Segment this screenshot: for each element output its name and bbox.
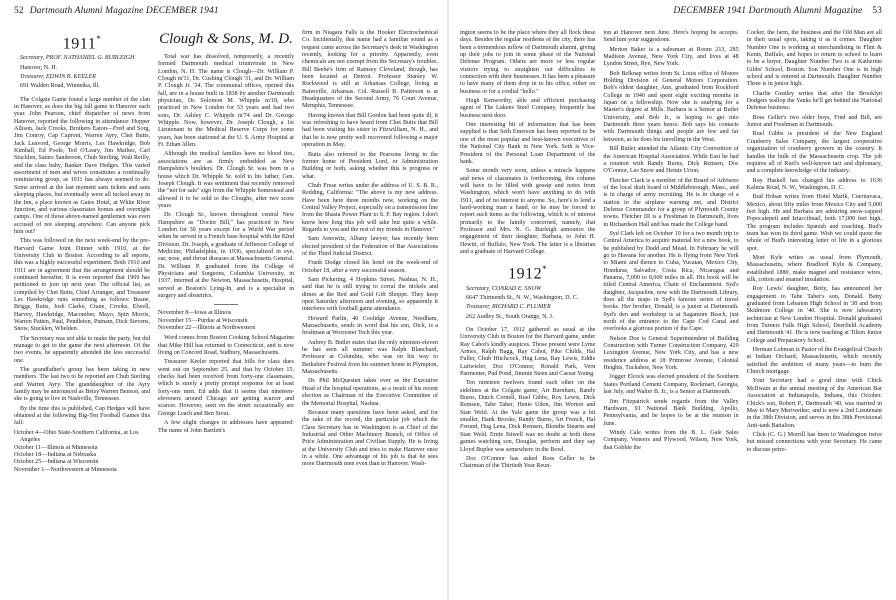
section-divider: [214, 304, 238, 305]
schedule-item: November 1—Northwestern at Minnesota: [14, 466, 117, 473]
paragraph: ion at Hanover next June. Here's hoping he accepts. Send him your suggestions.: [603, 30, 739, 44]
paragraph: Jogger Elcock was elected president of the Southern States Portland Cement Company, Rockmart, Georgia, last July, and Walter B. Jr., is a Senior at Dartmouth.: [603, 374, 739, 396]
paragraph: ington seems to be the place where they all flock these days. Besides the regular residents of the city, there has been a tremendous inflow of Dartmouth alumni, giving up their jobs to join in some phase of the National Defense Program. Others are more or less regular visitors trying to straighten out difficulties in connection with their businesses. It has been a pleasure to have many of them drop in to his office, either on business or for a cordial "hello.": [460, 30, 596, 95]
treasurer-address: 262 Audley St., South Orange, N. J.: [466, 313, 554, 320]
paragraph: Ten nineteen twelvers found each other on the sidelines at the Colgate game, Art Burnham, Randy Burns, Dutch Cornell, Ruel Gibbs, Roy Lewis, Dick Remsen, Tabe Taber, Henie Udon, Jim Worton and Stan Weld. At the Yale game the group was a bit smaller, Hank Brooks, Randy Burns, Art French, Hal Freund, Hug Lena, Dick Remsen, Blondie Stearns and Stan Weld. Ernie Sitwell was no doubt at both these games watching son, Douglas, perform and they say Lloyd Buplee was somewhere in the Bowl.: [460, 380, 596, 453]
article-heading-clough: Clough & Sons, M. D.: [159, 31, 293, 47]
paragraph: Doc O'Connor has asked Boss Geller to be Chairman of the Thirtieth Year Reun-: [460, 455, 596, 470]
schedule-item: October 4—Ohio State-Southern California, at Los Angeles: [14, 429, 139, 444]
schedule-item: November 15—Purdue at Wisconsin: [158, 317, 248, 324]
paragraph: Ruel Gibbs is president of the New England Cranberry Sales Company, the largest cooperative organization of cranberry growers in the country. It handles the bulk of the Massachusetts crop. The job requires all of Ruel's well-known tact and diplomacy, and a complete knowledge of the industry.: [746, 131, 882, 175]
paragraph: Nelson Doe is General Superintendent of Building Construction with Turner Construction Company, 420 Lexington Avenue, New York City, and has a new residence address at 18 Primrose Avenue, Colonial Heights, Tuckahoe, New York.: [603, 335, 739, 372]
left-column-3: [302, 30, 438, 477]
running-head-title-left: Dartmouth Alumni Magazine DECEMBER 1941: [29, 6, 219, 16]
paragraph: Boss Geller's two older boys, Fred and Bill, are Junior and Freshman in Dartmouth.: [746, 114, 882, 129]
paragraph: Treasurer Keeler reported that bills for class dues went out on September 25, and that by October 15, checks had been received from forty-one classmates, which is surely a pretty prompt response for at least forty-one men. Ed adds that it seems that nineteen-eleveners around Chicago are getting scarcer and scarcer. However, seen on the street occasionally are George Leach and Ben Stout.: [158, 359, 294, 417]
right-column-3: [747, 30, 882, 473]
paragraph: Although the medical families have no blood ties, associations are as firmly embedded as New Hampshire's boulders. Dr. Clough Sr. was born in a house which Dr. Whipple Sr. sold to his father, Gen. Joseph Clough. It was sentiment that recently removed the "not for sale" sign from the Whipple homestead and allowed it to be sold to the Cloughs, after two score years.: [158, 151, 294, 209]
treasurer-address: 691 Walden Road, Winnetka, Ill.: [20, 83, 100, 90]
paragraph: Having known that Bill Gordon had been quite ill, it was refreshing to have heard from Chet Butts that Bill had been visiting his sister in Fitzwilliam, N. H., and that he is now pretty well recovered following a major operation in May.: [302, 112, 438, 149]
schedule-item: November 22—Illinois at Northwestern: [158, 325, 256, 332]
paragraph: Herman Lohman is Pastor of the Evangelical Church at Indian Orchard, Massachusetts, which recently satisfied the ambition of many years—to burn the Church mortgage.: [746, 347, 882, 376]
paragraph: Jim Fitzpatrick sends regards from the Valley Hardware, 91 National Bank Building, Apollo, Pennsylvania, and he hopes to be at the reunion in June.: [603, 398, 739, 427]
secretary-address: Hanover, N. H.: [20, 64, 58, 71]
paragraph: By the time this is published, Cap Hedges will have obtained at the following Big-Ten Football Games this fall:: [14, 405, 150, 427]
left-column-1: [14, 30, 150, 477]
paragraph: Syd Clark left on October 19 for a two month trip to Central America to acquire material for a new book, to be published by Dodd and Mead. In February he will go to Havana for another. He is flying from New York to Miami and thence to Cuba, Yucatan, Mexico City, Honduras, Salvador, Costa Rica, Nicaragua and Panama, 7,000 to 8,000 miles in all. His book will be titled Central America, Chain of Enchantment. Syd's daughter, Jacqueline, now with the Dartmouth Library, does all the maps in Syd's famous series of travel books. Her brother, Donald, is a junior at Dartmouth. Syd's den and workshop is at Sagamore Beach, just north of the entrance to the Cape Cod Canal and overlooks a glorious portion of the Cape.: [603, 230, 739, 333]
paragraph: Your Secretary had a good time with Chick McIlwain at the annual meeting of the American Bar Association at Indianapolis, Indiana, this October. Chick's son, Robert P., Dartmouth '40, was married in May to Mary Meriwether, and is now a 2nd Lieutenant in the 38th Division, and serves in the 38th Provisional Anti-tank Battalion.: [746, 378, 882, 429]
treasurer-line: Treasurer, RICHARD C. PLUMER: [466, 304, 551, 311]
paragraph: Sam Pickering, 4 Hopkins Street, Nashua, N. H., said that he is still trying to corral the nickels and dimes at the Red and Gold Gift Shoppe. They keep open Saturday afternoon and evening, so apparently it interferes with football game attendance.: [302, 277, 438, 313]
left-column-2: [158, 30, 294, 477]
football-schedule: [14, 430, 150, 474]
right-columns: [460, 30, 882, 473]
paragraph: Click (C. G.) Morrill has been to Washington twice but missed connections with your Secretary. He came to discuss petro-: [746, 431, 882, 453]
paragraph: A few slight changes in addresses have appeared: The name of John Bartlett's: [158, 420, 294, 434]
paragraph: Dr. Phil McQuesten takes over as the Executive Head of the hospital operations, as a result of his recent election as Chairman of the Executive Committee of the Memorial Hospital, Nashua.: [302, 378, 438, 407]
paragraph: The Colgate Game found a large number of the clan in Hanover, as does the big fall game in Hanover each year. John Pearson, chief dispatcher of news from Hanover, reported the following in attendance: Hopper Allison, Jack Crooks, Brothers Eaton—Fred and Sorg, Jim Conroy, Cap Caproni, Warren Ayry, Chet Butts, Jack Leavord, George Morris, Les Hawkridge, Bob Kimball, Ed Poole, Ted O'Leary, Jim Mathes, Carl Stucklen, Saturs Sanderson, Chub Sterling, Walt Reilly, and the class baby, Banker Dave Hedges. This varied assortment of men and wives constitutes a continually reminiscing group, as 1911 has always seemed to do. Some arrived at the last moment sans tickets and sans sleeping places, but eventually were all tucked away in the Inn, a place known as Gates Hotel, at White River Junction, and various classmates homes and overnight camps. One of those above-named gentlemen was even accused of not sleeping anywhere. Can anyone pick him out?: [14, 96, 150, 235]
right-column-1: [460, 30, 595, 473]
right-column-2: [603, 30, 738, 473]
paragraph: Aubrey B. Butler states that the only nineteen-eleven he has seen all summer was Ralph Blanchard, Professor at Columbia, who was on his way to Berkshire Festival from his summer home in Plympton, Massachusetts.: [302, 339, 438, 376]
paragraph: Bill Butler attended the Atlantic City Convention of the American Hospital Association. While East he had a reunion with Randy Burns, Dick Remsen, Doc O'Connor, Les Snow and Heinie Urion.: [603, 146, 739, 175]
class-heading-1911: 1911*: [62, 34, 102, 53]
right-page: [448, 0, 896, 600]
paragraph: Roy Lewis' daughter, Betty, has announced her engagement to Tabe Taber's son, Donald. Betty graduated from Lebanon High School in '38 and from Skidmore College in '40. She is now laboratory technician at New London Hospital. Donald graduated from Turners Falls High School, Deerfield Academy and Dartmouth '41. He is now teaching at Tilton Junior College and Preparatory School.: [746, 286, 882, 344]
schedule-item: November 8—Iowa at Illinois: [158, 310, 232, 317]
running-head-left: [14, 6, 438, 20]
paragraph: One interesting bit of information that has been supplied is that Seth Emerson has been reported to be one of the most popular and best-known executives of the National City Bank in New York. Seth is Vice-President of the Personal Loan Department of the bank.: [460, 122, 596, 165]
paragraph: Word comes from Boston Cooking School Magazine that Mike Hill has returned to Connecticut, and is now living on Concord Road, Sudbury, Massachusetts.: [158, 335, 294, 357]
paragraph: Fletcher Clark is a member of the Board of Advisors of the local draft board of Middleborough, Mass., and is in charge of army recruiting. He is in charge of a station in the airplane warning net, and District Defense Commander for a group of Plymouth County towns. Fletcher III is a Freshman in Dartmouth, lives in Richardson Hall and has made the College band.: [603, 177, 739, 228]
paragraph: Cocker, the farm, the business and the Old Man are all in their usual spots, taking it as it comes. Daughter Number One is working at merchandising in Flint & Kents, Buffalo, and hopes to return to school to learn to be a buyer. Daughter Number Two is at Katherine Gibbs' School, Boston. Son Number One is in high school and is entered at Dartmouth. Daughter Number Three is in junior high.: [746, 30, 882, 88]
paragraph: Hugh Kenworthy, able and efficient purchasing agent of The Lukens Steel Company, frequently has business next door.: [460, 98, 596, 119]
paragraph: Howard Parlin, 40 Coolidge Avenue, Needham, Massachusetts, sends in word that his son, Dick, is a freshman at Worcester Tech this year.: [302, 315, 438, 337]
treasurer-line: Treasurer, EDWIN R. KEELER: [20, 74, 96, 81]
paragraph: Frank Dodge closed his hotel on the week-end of October 18, after a very successful season.: [302, 260, 438, 274]
page-number-right: 53: [872, 6, 882, 16]
paragraph: Bud Hoban writes from Hotel Marik, Cuernavaca, Mexico, about fifty miles from Mexico City and 5,000 feet high. He and Barbara are admiring snow-capped Popocatepetl and Iztaccihuatl, both 17,000 feet high. The program includes Spanish and coaching. Bud's team has won its third game. Wish we could quote the whole of Bud's interesting letter of life in a glorious spot.: [746, 194, 882, 252]
secretary-line: Secretary, CONRAD E. SNOW: [466, 285, 542, 292]
secretary-address: 6647 Thirteenth St., N. W., Washington, D. C.: [466, 294, 579, 301]
paragraph: Bob Belknap writes from St. Louis office of Motors Holding Division of General Motors Corporation. Bob's oldest daughter, Ann, graduated from Rockford College in 1940 and spent eight exciting months in Japan on a fellowship. Now she is studying for a Master's degree at Mills. Barbara is a Senior at Butler University, and Bob Jr., is hoping to get into Dartmouth three years hence. Bob says his contacts with Dartmouth things and people are few and far between, as he does his travelling in the West.: [603, 70, 739, 143]
secretary-line: Secretary, PROF. NATHANIEL G. BURLEIGH: [20, 55, 135, 62]
paragraph: Dr. Clough Sr., known throughout central New Hampshire as "Doctor Bill," has practiced in New London for 30 years except for a World War period when he served in a French base hospital with the 82nd Division. Dr. Joseph, a graduate of Jefferson College of Medicine, Philadelphia, in 1936, specialized in eye, ear, nose, and throat diseases at Massachusetts General. Dr. William P. graduated from the College of Physicians and Surgeons, Columbia University, in 1937, interned at the Newton, Massachusetts, Hospital, served at Boston's Lying-In, and is a specialist in surgery and obstetrics.: [158, 212, 294, 299]
paragraph: Because many questions have been asked, and for the sake of the record, the particular job which the Class Secretary has in Washington is as Chief of the Industrial and Other Machinery Branch, of Office of Price Administration and Civilian Supply. He is living at the University Club and tries to make Hanover once in a while. One advantage of his job is that he sees more Dartmouth men even than in Hanover. Wash-: [302, 409, 438, 468]
running-head-right: [460, 6, 882, 20]
football-schedule-continued: [158, 310, 294, 332]
paragraph: On October 17, 1912 gathered as usual at the University Club in Boston for the Harvard game, under Ray Cabot's kindly auspices. Those present were Lyme Armes, Ralph Bagg, Ray Cabot, Pike Childs, Hal Fuller, Chub Hitchcock, Hug Lena, Ray Lewis, Eddie Luitwieler, Doc O'Connor, Ronald Park, Vern Parmenter, Pud Pond, Jimmie Steen and Caesar Young.: [460, 327, 596, 378]
left-columns: [14, 30, 438, 477]
paragraph: Sam Arnowitz, Albany lawyer, has recently been elected president of the Federation of Bar Associations of the Third Judicial District.: [302, 236, 438, 257]
paragraph: Merton Baker is a salesman at Room 213, 285 Madison Avenue, New York City, and lives at 48 Lyndon Street, Rye, New York.: [603, 46, 739, 68]
paragraph: Butts also referred to the Pearsons living in the former home of President Lord, or Administration Building or both, asking whether this is progress or what.: [302, 151, 438, 180]
schedule-item: October 25—Indiana at Wisconsin: [14, 459, 99, 466]
paragraph: Total war has dissolved, temporarily, a recently formed Dartmouth medical triumvirate in New London, N. H. The name is Clough—Dr. William P. Clough m'11, Dr. Cushing Clough '31, and Dr. William P. Clough Jr. '34. The communal offices, opened this fall, are in a house built in 1838 by another Dartmouth physician, Dr. Solomon M. Whipple m'18, who practiced in New London for 53 years and had two sons, Dr. Ashley C. Whipple m'74 and Dr. George Whipple. Now, however, Dr. Joseph Clough, a 1st Lieutenant in the Medical Reserve Corps for some years, has been stationed at the U. S. Army Hospital at Ft. Ethan Allen.: [158, 54, 294, 149]
paragraph: Windy Cale writes from the B. L. Gale Sales Company, Veneers and Plywood, Wilson, New York, that Gobbie the: [603, 429, 739, 451]
paragraph: Mort Kyle writes as usual from Plymouth, Massachusetts, where Bradford Kyle & Company, established 1880, make magnet and resistance wires, silk, cotton and enamel insulation.: [746, 254, 882, 283]
paragraph: The grandfather's group has been taking in new members. The last two to be reported are Chub Sterling and Warren Ayry. The granddaughter of the Ayry family may be announced as Betsy Warren Benson, and she is going to live in Nashville, Tennessee.: [14, 367, 150, 403]
schedule-item: October 11—Illinois at Minnesota: [14, 444, 98, 451]
paragraph: This was followed on the next week-end by the pre-Harvard Game Joint Dinner with 1910, at the University Club in Boston. According to all reports, this was a highly successful experiment. Both 1910 and 1911 are in agreement that the arrangement should be continued hereafter. It is even reported that 1909 has petitioned to join up next year. The official list, as compiled by Chet Butts, Chief Arranger, and Treasurer Les Hawkridge runs something as follows: Beane, Briggs, Butts, Josh Clarke, Crane, Crooks, Elwell, Harvey, Hawkridge, Macomber, Mayo, Spin Morris, Warren Patten, Paul, Pendleton, Putnam, Dick Stevens, Snow, Stucklen, Whelden.: [14, 238, 150, 333]
paragraph: Chub Frese writes under the address of U. S. B. R., Redding, California: "The above is my new address. Have been here three months now, working on the Central Valley Project, especially on a transmission line from the Shasta Power Plant to S. F. Bay region. I don't know how long this job will take but quite a while. Regards to you and the rest of my friends in Hanover.": [302, 182, 438, 233]
paragraph: Charlie Geatley writes that after the Brooklyn Dodgers wallop the Yanks he'll get behind the National Defense business.: [746, 90, 882, 112]
page-number-left: 52: [14, 6, 24, 16]
paragraph: Some month very soon, unless a miracle happens and news of classmates is forthcoming, this column will have to be filled with gossip and notes from Washington, which won't have anything to do with 1911, and of no interest to anyone. So, here's to lend a hard-working man a hand, or he may be forced to report such items as the following, which is of interest primarily to the family concerned, namely, that Professor and Mrs. N. G. Burleigh announce the engagement of their daughter, Barbara, to John H. Hewitt, of Buffalo, New York. The latter is a librarian and a graduate of Harvard College.: [460, 168, 596, 255]
class-heading-1912: 1912*: [508, 264, 548, 283]
paragraph: The Secretary was not able to make the party, but did manage to get to the game the next afternoon. Of the two events, he apparently attended the less successful one.: [14, 335, 150, 364]
schedule-item: October 18—Indiana at Nebraska: [14, 451, 97, 458]
paragraph: firm in Niagara Falls is the Hooker Electrochemical Co. Incidentally, that name had a familiar sound as a request came across the Secretary's desk in Washington recently, looking for a priority. Apparently, even chemicals are not exempt from the Secretary's troubles. Bill Beebe's firm of Ramsey Cleveland, though, has been located at Detroit. Professor Stanley W. Rockwood is still at Arkansas College, living at Batesville, Arkansas. Col. Russell B. Patterson is at Headquarters of the Second Army, 76 Court Avenue, Memphis, Tennessee.: [302, 30, 438, 110]
running-head-title-right: DECEMBER 1941 Dartmouth Alumni Magazine: [673, 6, 863, 16]
paragraph: Roy Haskell has changed his address to 1636 Kalmia Road, N. W., Washington, D. C.: [746, 177, 882, 191]
